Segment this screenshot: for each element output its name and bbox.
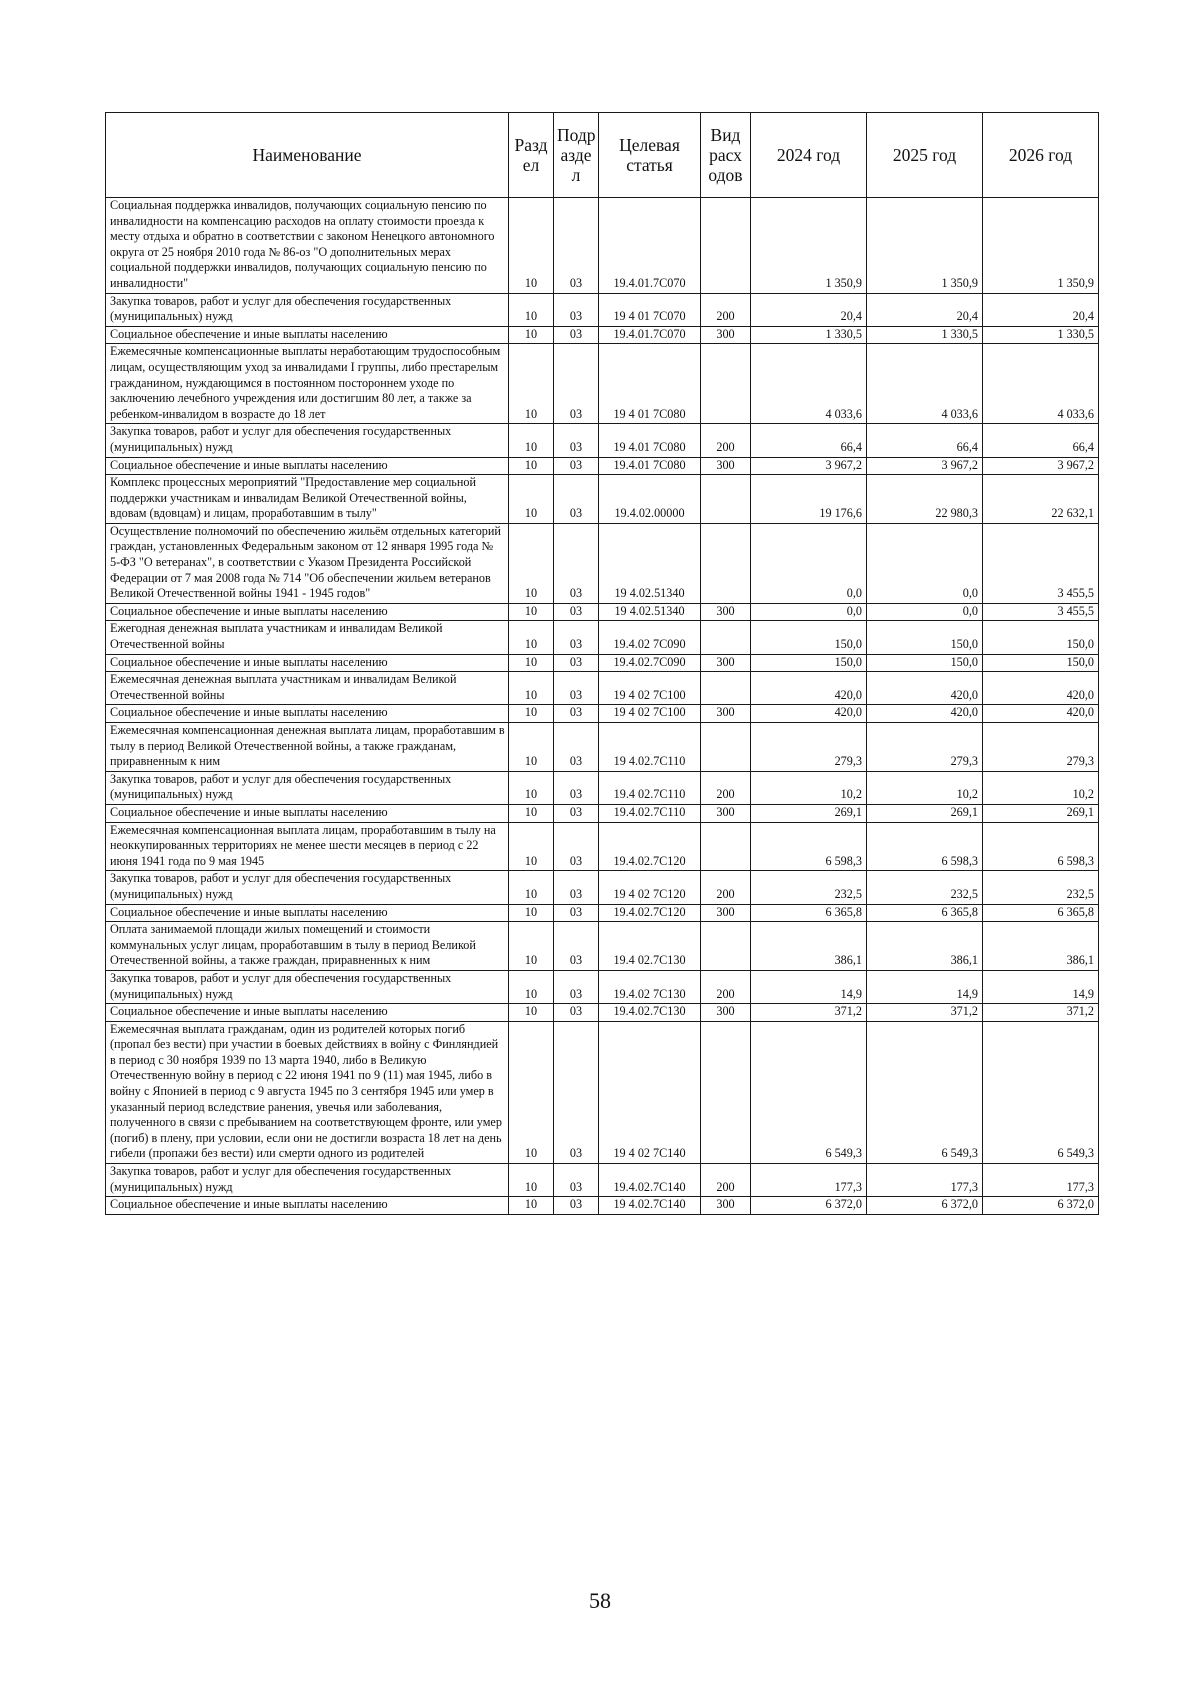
row-name-cell: Закупка товаров, работ и услуг для обеспечения государственных (муниципальных) нужд [106, 970, 509, 1003]
row-target-article-cell: 19.4.02.7С110 [599, 804, 701, 822]
row-2026-cell: 66,4 [983, 424, 1099, 457]
table-row [106, 326, 1099, 344]
row-name-cell: Ежемесячная денежная выплата участникам и инвалидам Великой Отечественной войны [106, 672, 509, 705]
row-2024-cell: 420,0 [751, 705, 867, 723]
row-expense-type-cell [701, 922, 751, 971]
table-row [106, 1021, 1099, 1163]
row-section-cell: 10 [509, 672, 554, 705]
row-2024-cell: 150,0 [751, 654, 867, 672]
table-row [106, 603, 1099, 621]
row-name-cell: Социальное обеспечение и иные выплаты населению [106, 603, 509, 621]
table-row [106, 804, 1099, 822]
row-subsection-cell: 03 [554, 771, 599, 804]
row-target-article-cell: 19 4.02.51340 [599, 523, 701, 603]
table-row [106, 1164, 1099, 1197]
row-expense-type-cell: 300 [701, 1197, 751, 1215]
table-body [106, 198, 1099, 1215]
row-subsection-cell: 03 [554, 1197, 599, 1215]
row-subsection-cell: 03 [554, 970, 599, 1003]
page-number: 58 [589, 1588, 611, 1613]
row-2025-cell: 6 372,0 [867, 1197, 983, 1215]
row-2024-cell: 20,4 [751, 293, 867, 326]
row-2025-cell: 1 350,9 [867, 198, 983, 294]
row-subsection-cell: 03 [554, 603, 599, 621]
row-2025-cell: 279,3 [867, 723, 983, 772]
row-2025-cell: 10,2 [867, 771, 983, 804]
row-subsection-cell: 03 [554, 1164, 599, 1197]
row-subsection-cell: 03 [554, 1004, 599, 1022]
row-2024-cell: 232,5 [751, 871, 867, 904]
row-2025-cell: 4 033,6 [867, 344, 983, 424]
row-2025-cell: 232,5 [867, 871, 983, 904]
row-name-cell: Комплекс процессных мероприятий "Предоставление мер социальной поддержки участникам и инвалидам Великой Отечественной войны, вдовам (вдовцам) и лицам, проработавшим в тылу" [106, 475, 509, 524]
row-target-article-cell: 19 4 02 7С100 [599, 672, 701, 705]
row-2026-cell: 6 598,3 [983, 822, 1099, 871]
row-2026-cell: 420,0 [983, 705, 1099, 723]
row-subsection-cell: 03 [554, 654, 599, 672]
row-target-article-cell: 19 4 02 7С100 [599, 705, 701, 723]
header-year-2025: 2025 год [867, 113, 983, 198]
table-row [106, 198, 1099, 294]
row-2026-cell: 269,1 [983, 804, 1099, 822]
row-section-cell: 10 [509, 922, 554, 971]
row-target-article-cell: 19.4.02 7С090 [599, 621, 701, 654]
header-row [106, 113, 1099, 198]
row-section-cell: 10 [509, 1004, 554, 1022]
row-section-cell: 10 [509, 523, 554, 603]
row-2025-cell: 0,0 [867, 523, 983, 603]
row-2026-cell: 150,0 [983, 654, 1099, 672]
row-target-article-cell: 19.4.02 7С130 [599, 970, 701, 1003]
row-expense-type-cell: 200 [701, 970, 751, 1003]
header-subsection: Подр азде л [554, 113, 599, 198]
row-2024-cell: 269,1 [751, 804, 867, 822]
row-expense-type-cell [701, 723, 751, 772]
row-2025-cell: 14,9 [867, 970, 983, 1003]
row-section-cell: 10 [509, 1197, 554, 1215]
table-row [106, 654, 1099, 672]
row-name-cell: Оплата занимаемой площади жилых помещений и стоимости коммунальных услуг лицам, проработавшим в тылу в период Великой Отечественной войны, а также граждан, приравненных к ним [106, 922, 509, 971]
row-expense-type-cell: 200 [701, 771, 751, 804]
row-2024-cell: 150,0 [751, 621, 867, 654]
row-target-article-cell: 19.4.02.7С120 [599, 822, 701, 871]
row-section-cell: 10 [509, 293, 554, 326]
row-2025-cell: 3 967,2 [867, 457, 983, 475]
row-target-article-cell: 19.4.01.7С070 [599, 198, 701, 294]
row-section-cell: 10 [509, 904, 554, 922]
row-2026-cell: 10,2 [983, 771, 1099, 804]
row-expense-type-cell [701, 344, 751, 424]
row-2026-cell: 150,0 [983, 621, 1099, 654]
row-name-cell: Социальное обеспечение и иные выплаты населению [106, 904, 509, 922]
row-2025-cell: 177,3 [867, 1164, 983, 1197]
row-section-cell: 10 [509, 723, 554, 772]
row-expense-type-cell: 300 [701, 603, 751, 621]
row-2024-cell: 19 176,6 [751, 475, 867, 524]
row-2025-cell: 420,0 [867, 705, 983, 723]
row-2026-cell: 4 033,6 [983, 344, 1099, 424]
table-row [106, 970, 1099, 1003]
row-2024-cell: 177,3 [751, 1164, 867, 1197]
row-subsection-cell: 03 [554, 424, 599, 457]
row-section-cell: 10 [509, 771, 554, 804]
row-expense-type-cell [701, 822, 751, 871]
row-2024-cell: 14,9 [751, 970, 867, 1003]
row-name-cell: Социальное обеспечение и иные выплаты населению [106, 1197, 509, 1215]
row-2025-cell: 66,4 [867, 424, 983, 457]
row-section-cell: 10 [509, 705, 554, 723]
row-subsection-cell: 03 [554, 904, 599, 922]
row-expense-type-cell [701, 475, 751, 524]
row-target-article-cell: 19 4.02.51340 [599, 603, 701, 621]
row-name-cell: Закупка товаров, работ и услуг для обеспечения государственных (муниципальных) нужд [106, 293, 509, 326]
header-target-article: Целевая статья [599, 113, 701, 198]
row-name-cell: Закупка товаров, работ и услуг для обеспечения государственных (муниципальных) нужд [106, 771, 509, 804]
row-subsection-cell: 03 [554, 293, 599, 326]
row-section-cell: 10 [509, 970, 554, 1003]
row-section-cell: 10 [509, 603, 554, 621]
row-subsection-cell: 03 [554, 344, 599, 424]
row-name-cell: Социальное обеспечение и иные выплаты населению [106, 326, 509, 344]
row-2025-cell: 6 365,8 [867, 904, 983, 922]
row-section-cell: 10 [509, 1164, 554, 1197]
row-target-article-cell: 19 4 01 7С080 [599, 344, 701, 424]
row-subsection-cell: 03 [554, 705, 599, 723]
row-subsection-cell: 03 [554, 457, 599, 475]
row-name-cell: Социальное обеспечение и иные выплаты населению [106, 804, 509, 822]
row-2024-cell: 6 365,8 [751, 904, 867, 922]
row-expense-type-cell: 300 [701, 705, 751, 723]
row-target-article-cell: 19.4.02.7С130 [599, 1004, 701, 1022]
row-2025-cell: 22 980,3 [867, 475, 983, 524]
row-expense-type-cell: 300 [701, 904, 751, 922]
table-row [106, 672, 1099, 705]
row-2024-cell: 1 330,5 [751, 326, 867, 344]
row-expense-type-cell: 300 [701, 804, 751, 822]
row-target-article-cell: 19.4 02.7С130 [599, 922, 701, 971]
header-section: Разд ел [509, 113, 554, 198]
row-target-article-cell: 19.4.02.7С140 [599, 1164, 701, 1197]
row-2025-cell: 20,4 [867, 293, 983, 326]
row-2026-cell: 232,5 [983, 871, 1099, 904]
row-section-cell: 10 [509, 804, 554, 822]
row-expense-type-cell: 200 [701, 1164, 751, 1197]
row-2024-cell: 0,0 [751, 523, 867, 603]
row-2025-cell: 150,0 [867, 621, 983, 654]
table-header [106, 113, 1099, 198]
row-2024-cell: 3 967,2 [751, 457, 867, 475]
row-section-cell: 10 [509, 198, 554, 294]
row-2026-cell: 6 549,3 [983, 1021, 1099, 1163]
row-2024-cell: 6 598,3 [751, 822, 867, 871]
row-2026-cell: 3 967,2 [983, 457, 1099, 475]
table-row [106, 621, 1099, 654]
row-subsection-cell: 03 [554, 1021, 599, 1163]
row-name-cell: Социальное обеспечение и иные выплаты населению [106, 705, 509, 723]
row-section-cell: 10 [509, 475, 554, 524]
row-2026-cell: 6 372,0 [983, 1197, 1099, 1215]
row-expense-type-cell [701, 1021, 751, 1163]
row-target-article-cell: 19 4.02.7С140 [599, 1197, 701, 1215]
header-expense-type: Вид расх одов [701, 113, 751, 198]
row-2024-cell: 6 372,0 [751, 1197, 867, 1215]
row-target-article-cell: 19 4 02 7С120 [599, 871, 701, 904]
row-2026-cell: 1 330,5 [983, 326, 1099, 344]
table-row [106, 523, 1099, 603]
row-name-cell: Закупка товаров, работ и услуг для обеспечения государственных (муниципальных) нужд [106, 871, 509, 904]
row-section-cell: 10 [509, 822, 554, 871]
row-2025-cell: 386,1 [867, 922, 983, 971]
header-year-2026: 2026 год [983, 113, 1099, 198]
row-subsection-cell: 03 [554, 723, 599, 772]
row-2026-cell: 14,9 [983, 970, 1099, 1003]
row-target-article-cell: 19 4 01 7С070 [599, 293, 701, 326]
row-expense-type-cell [701, 621, 751, 654]
row-target-article-cell: 19.4.02.00000 [599, 475, 701, 524]
row-section-cell: 10 [509, 457, 554, 475]
header-year-2024: 2024 год [751, 113, 867, 198]
row-section-cell: 10 [509, 654, 554, 672]
row-2026-cell: 3 455,5 [983, 603, 1099, 621]
row-subsection-cell: 03 [554, 621, 599, 654]
table-row [106, 457, 1099, 475]
row-section-cell: 10 [509, 1021, 554, 1163]
row-2026-cell: 22 632,1 [983, 475, 1099, 524]
row-name-cell: Социальное обеспечение и иные выплаты населению [106, 1004, 509, 1022]
row-expense-type-cell: 200 [701, 424, 751, 457]
row-name-cell: Ежемесячные компенсационные выплаты неработающим трудоспособным лицам, осуществляющим уход за инвалидами I группы, либо престарелым гражданином, нуждающимся в постоянном постороннем уходе по заключению лечебного учреждения или достигшим 80 лет, а также за ребенком-инвалидом в возрасте до 18 лет [106, 344, 509, 424]
row-2025-cell: 1 330,5 [867, 326, 983, 344]
row-name-cell: Ежегодная денежная выплата участникам и инвалидам Великой Отечественной войны [106, 621, 509, 654]
row-expense-type-cell: 300 [701, 654, 751, 672]
row-2025-cell: 6 598,3 [867, 822, 983, 871]
table-row [106, 771, 1099, 804]
row-2025-cell: 6 549,3 [867, 1021, 983, 1163]
row-name-cell: Социальное обеспечение и иные выплаты населению [106, 457, 509, 475]
row-2025-cell: 150,0 [867, 654, 983, 672]
row-target-article-cell: 19.4.01 7С080 [599, 457, 701, 475]
row-2024-cell: 420,0 [751, 672, 867, 705]
row-2024-cell: 0,0 [751, 603, 867, 621]
row-expense-type-cell [701, 523, 751, 603]
row-2026-cell: 371,2 [983, 1004, 1099, 1022]
row-subsection-cell: 03 [554, 871, 599, 904]
row-subsection-cell: 03 [554, 475, 599, 524]
row-name-cell: Осуществление полномочий по обеспечению жильём отдельных категорий граждан, установленных Федеральным законом от 12 января 1995 года № 5-ФЗ "О ветеранах", в соответствии с Указом Президента Российской Федерации от 7 мая 2008 года № 714 "Об обеспечении жильем ветеранов Великой Отечественной войны 1941 - 1945 годов" [106, 523, 509, 603]
row-2024-cell: 371,2 [751, 1004, 867, 1022]
row-target-article-cell: 19.4 02.7С110 [599, 771, 701, 804]
row-subsection-cell: 03 [554, 922, 599, 971]
row-2025-cell: 420,0 [867, 672, 983, 705]
table-row [106, 922, 1099, 971]
header-name: Наименование [106, 113, 509, 198]
row-target-article-cell: 19 4.02.7С110 [599, 723, 701, 772]
row-name-cell: Закупка товаров, работ и услуг для обеспечения государственных (муниципальных) нужд [106, 1164, 509, 1197]
row-2024-cell: 279,3 [751, 723, 867, 772]
row-expense-type-cell: 200 [701, 871, 751, 904]
row-2024-cell: 1 350,9 [751, 198, 867, 294]
row-name-cell: Социальное обеспечение и иные выплаты населению [106, 654, 509, 672]
table-row [106, 871, 1099, 904]
row-name-cell: Ежемесячная компенсационная денежная выплата лицам, проработавшим в тылу в период Великой Отечественной войны, а также гражданам, приравненным к ним [106, 723, 509, 772]
row-2026-cell: 177,3 [983, 1164, 1099, 1197]
row-subsection-cell: 03 [554, 672, 599, 705]
table-row [106, 1197, 1099, 1215]
row-section-cell: 10 [509, 871, 554, 904]
table-row [106, 293, 1099, 326]
row-subsection-cell: 03 [554, 822, 599, 871]
row-2025-cell: 371,2 [867, 1004, 983, 1022]
row-section-cell: 10 [509, 424, 554, 457]
row-2024-cell: 386,1 [751, 922, 867, 971]
row-2024-cell: 4 033,6 [751, 344, 867, 424]
table-row [106, 1004, 1099, 1022]
row-2024-cell: 66,4 [751, 424, 867, 457]
row-name-cell: Социальная поддержка инвалидов, получающих социальную пенсию по инвалидности на компенсацию расходов на оплату стоимости проезда к месту отдыха и обратно в соответствии с законом Ненецкого автономного округа от 25 ноября 2010 года № 86-оз "О дополнительных мерах социальной поддержки инвалидов, получающих социальную пенсию по инвалидности" [106, 198, 509, 294]
table-row [106, 705, 1099, 723]
table-row [106, 904, 1099, 922]
row-subsection-cell: 03 [554, 804, 599, 822]
row-2024-cell: 6 549,3 [751, 1021, 867, 1163]
row-target-article-cell: 19 4 02 7С140 [599, 1021, 701, 1163]
row-2026-cell: 3 455,5 [983, 523, 1099, 603]
row-2025-cell: 269,1 [867, 804, 983, 822]
row-name-cell: Ежемесячная выплата гражданам, один из родителей которых погиб (пропал без вести) при участии в боевых действиях в войну с Финляндией в период с 30 ноября 1939 по 13 марта 1940, либо в Великую Отечественную войну в период с 22 июня 1941 по 9 (11) мая 1945, либо в войну с Японией в период с 9 августа 1945 по 3 сентября 1945 или умер в указанный период вследствие ранения, увечья или заболевания, полученного в связи с пребыванием на соответствующем фронте, или умер (погиб) в плену, при условии, если они не достигли возраста 18 лет на день гибели (пропажи без вести) или смерти одного из родителей [106, 1021, 509, 1163]
row-section-cell: 10 [509, 621, 554, 654]
table-row [106, 475, 1099, 524]
row-2026-cell: 6 365,8 [983, 904, 1099, 922]
row-expense-type-cell: 300 [701, 457, 751, 475]
row-2024-cell: 10,2 [751, 771, 867, 804]
row-target-article-cell: 19.4.02.7С090 [599, 654, 701, 672]
row-subsection-cell: 03 [554, 326, 599, 344]
row-2026-cell: 20,4 [983, 293, 1099, 326]
row-2026-cell: 420,0 [983, 672, 1099, 705]
row-target-article-cell: 19 4.01 7С080 [599, 424, 701, 457]
table-row [106, 424, 1099, 457]
row-expense-type-cell: 300 [701, 1004, 751, 1022]
row-name-cell: Ежемесячная компенсационная выплата лицам, проработавшим в тылу на неоккупированных территориях не менее шести месяцев в период с 22 июня 1941 года по 9 мая 1945 [106, 822, 509, 871]
row-name-cell: Закупка товаров, работ и услуг для обеспечения государственных (муниципальных) нужд [106, 424, 509, 457]
row-expense-type-cell: 300 [701, 326, 751, 344]
row-2025-cell: 0,0 [867, 603, 983, 621]
row-section-cell: 10 [509, 326, 554, 344]
table-row [106, 723, 1099, 772]
table-row [106, 822, 1099, 871]
budget-table [105, 112, 1099, 1215]
row-section-cell: 10 [509, 344, 554, 424]
row-2026-cell: 279,3 [983, 723, 1099, 772]
row-2026-cell: 386,1 [983, 922, 1099, 971]
row-expense-type-cell [701, 198, 751, 294]
row-expense-type-cell: 200 [701, 293, 751, 326]
row-subsection-cell: 03 [554, 198, 599, 294]
row-expense-type-cell [701, 672, 751, 705]
row-target-article-cell: 19.4.02.7С120 [599, 904, 701, 922]
row-2026-cell: 1 350,9 [983, 198, 1099, 294]
table-row [106, 344, 1099, 424]
row-subsection-cell: 03 [554, 523, 599, 603]
row-target-article-cell: 19.4.01.7С070 [599, 326, 701, 344]
